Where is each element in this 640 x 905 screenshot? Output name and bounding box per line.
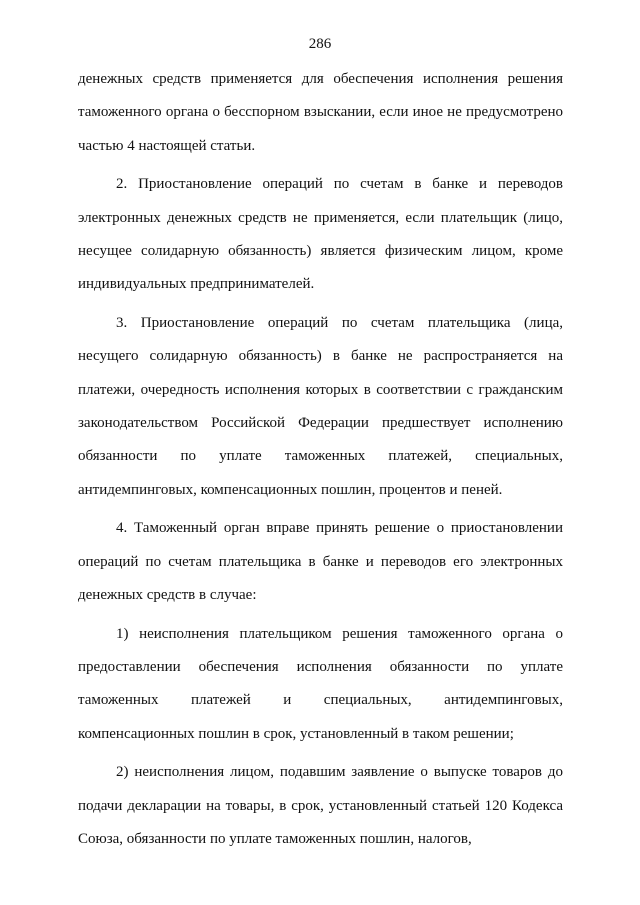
page-number: 286: [308, 36, 332, 52]
paragraph-clause-4: 4. Таможенный орган вправе принять решение о приостановлении операций по счетам плательщика в банке и переводов его электронных денежных средств в случае:: [78, 520, 563, 604]
paragraph-subclause-1: 1) неисполнения плательщиком решения таможенного органа о предоставлении обеспечения исполнения обязанности по уплате таможенных платежей и специальных, антидемпинговых, компенсационных пошлин в срок, установленный в таком решении;: [78, 625, 563, 742]
paragraph-clause-3: 3. Приостановление операций по счетам плательщика (лица, несущего солидарную обязанность) в банке не распространяется на платежи, очередность исполнения которых в соответствии с гражданским законодательством Российской Федерации предшествует исполнению обязанности по уплате таможенных платежей, специальных, антидемпинговых, компенсационных пошлин, процентов и пеней.: [78, 314, 563, 498]
paragraph-clause-2: 2. Приостановление операций по счетам в банке и переводов электронных денежных средств не применяется, если плательщик (лицо, несущее солидарную обязанность) является физическим лицом, кроме индивидуальных предпринимателей.: [78, 176, 563, 293]
body-text: [78, 63, 563, 856]
paragraph-subclause-2: 2) неисполнения лицом, подавшим заявление о выпуске товаров до подачи декларации на товары, в срок, установленный статьей 120 Кодекса Союза, обязанности по уплате таможенных пошлин, налогов,: [78, 764, 563, 847]
paragraph-continuation: денежных средств применяется для обеспечения исполнения решения таможенного органа о бесспорном взыскании, если иное не предусмотрено частью 4 настоящей статьи.: [78, 71, 563, 154]
